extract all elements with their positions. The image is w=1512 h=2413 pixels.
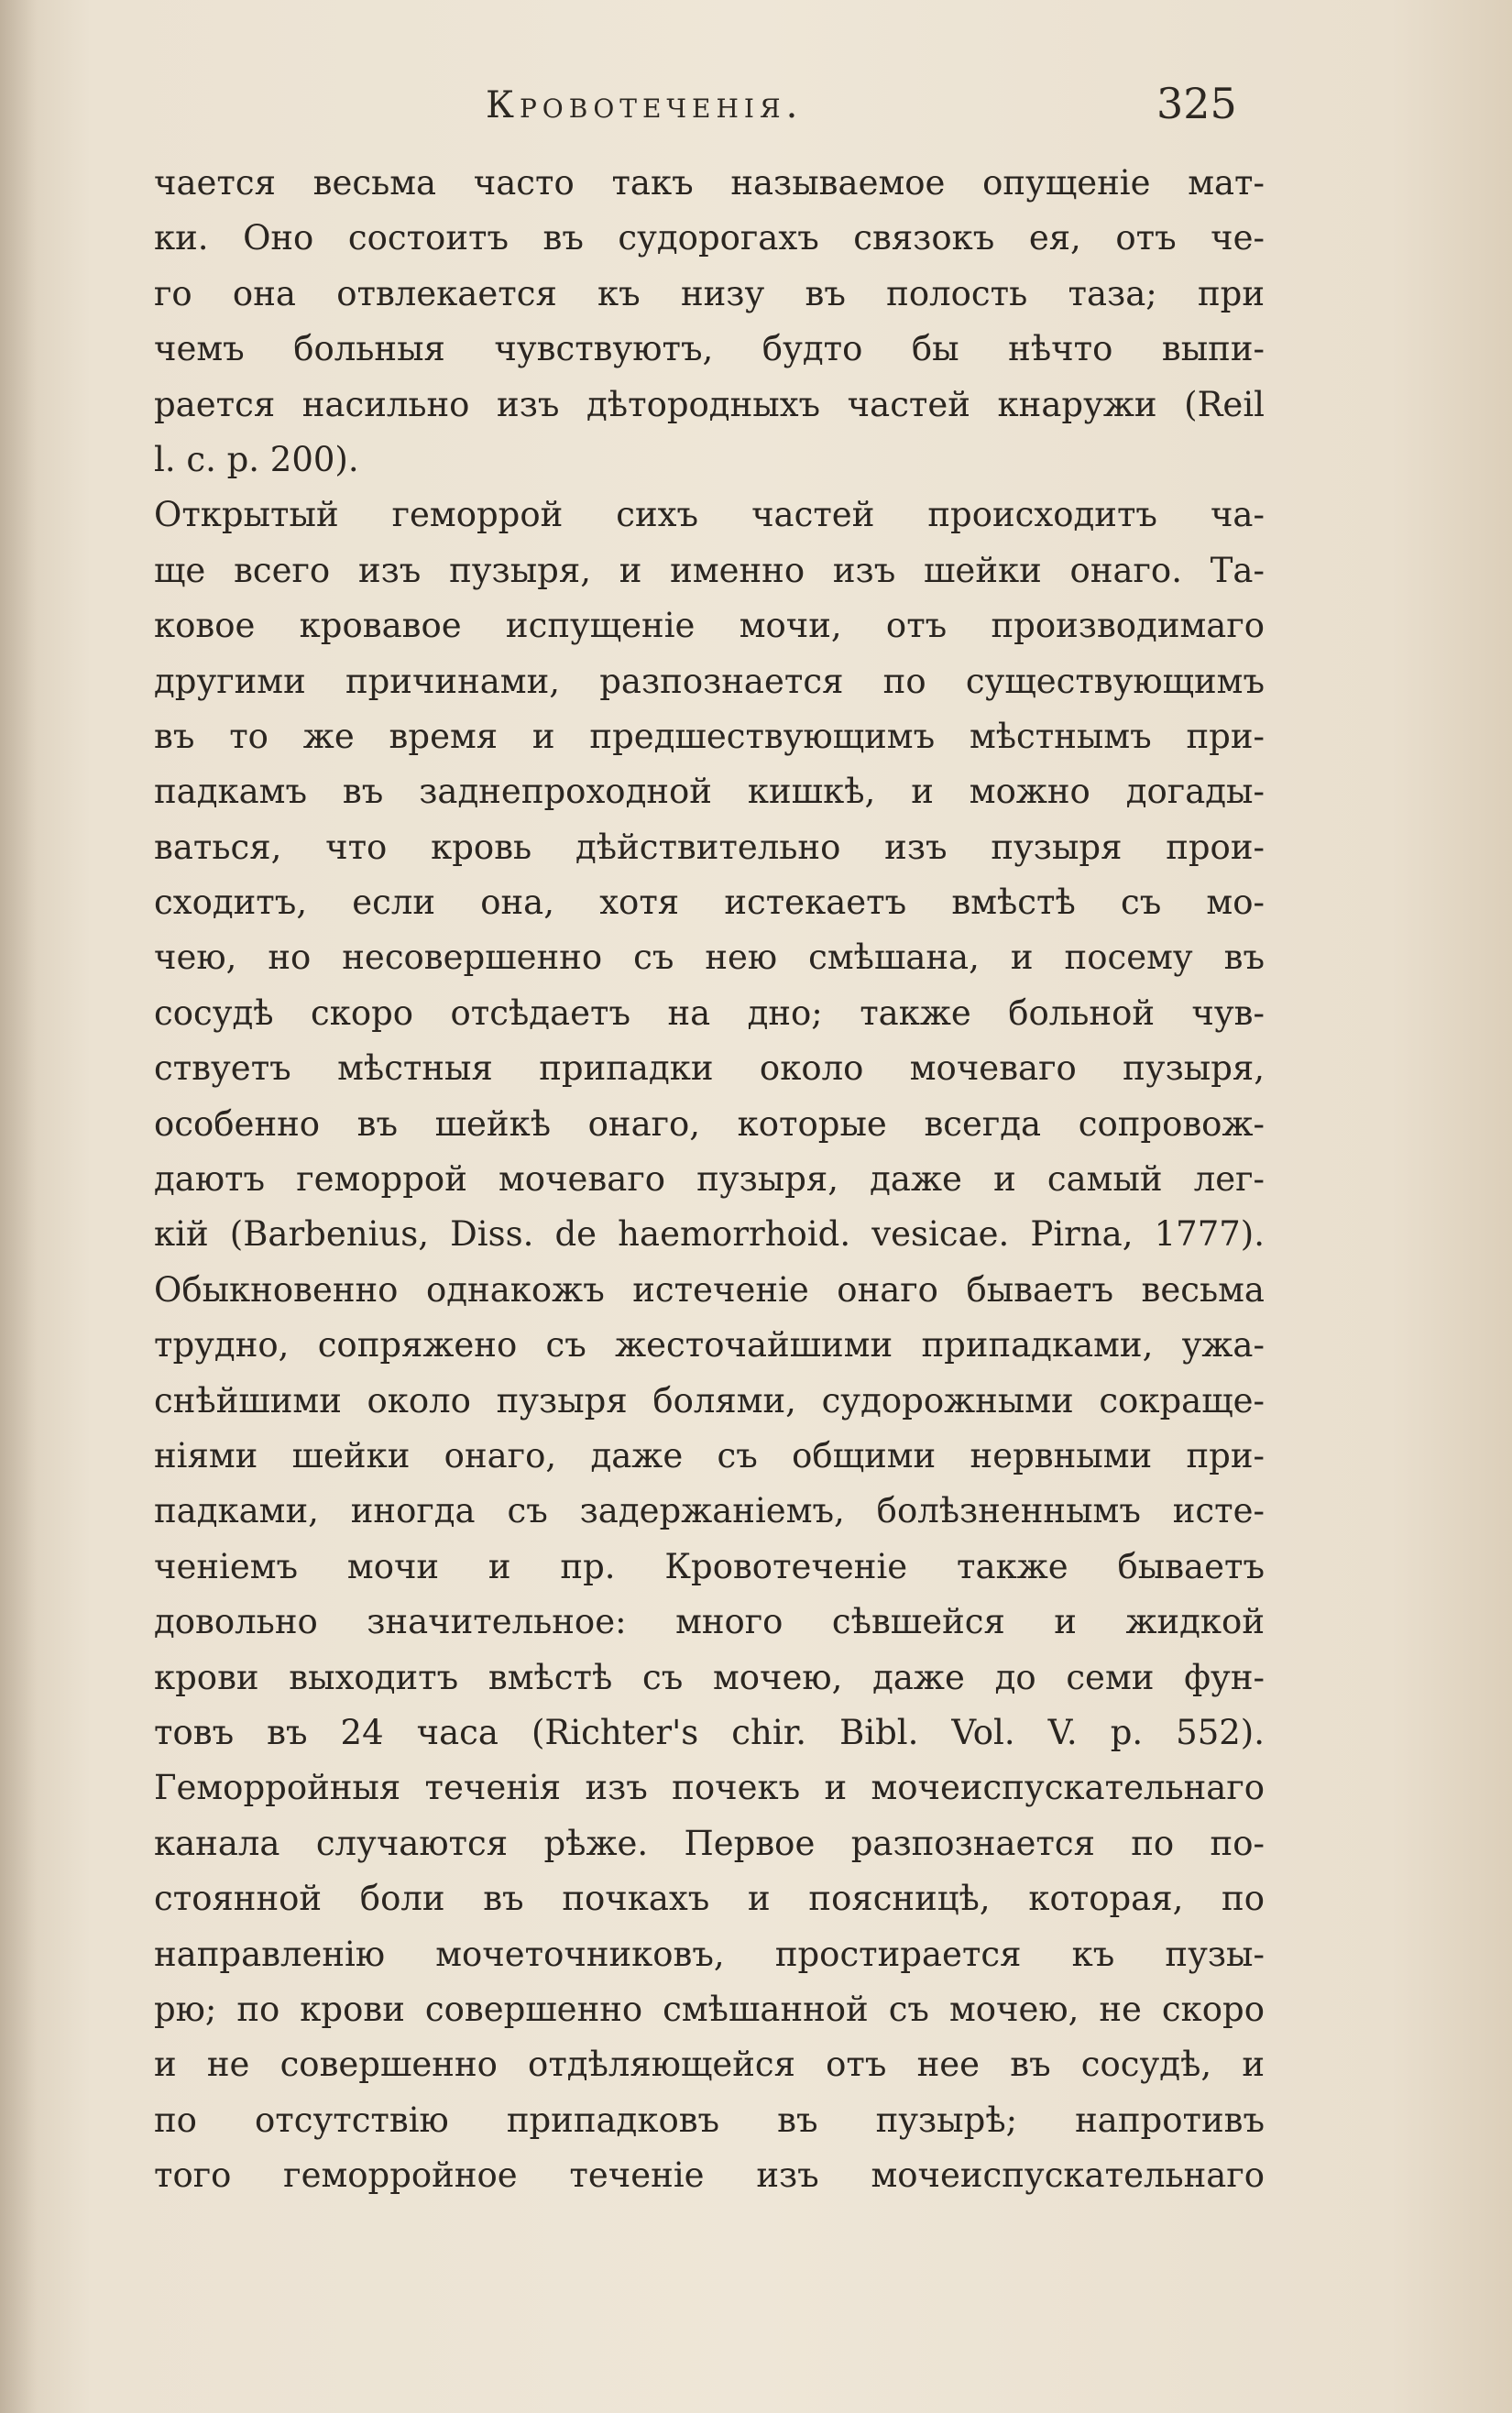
text-line: направленію мочеточниковъ, простирается къ пузы-: [154, 1934, 1265, 1974]
text-line: падками, иногда съ задержаніемъ, болѣзненнымъ исте-: [154, 1491, 1265, 1531]
text-line: канала случаются рѣже. Первое разпознается по по-: [154, 1823, 1265, 1863]
text-line: чается весьма часто такъ называемое опущеніе мат-: [154, 163, 1265, 203]
text-line: ковое кровавое испущеніе мочи, отъ производимаго: [154, 606, 1265, 646]
text-line: рается насильно изъ дѣтородныхъ частей кнаружи (Reil: [154, 384, 1265, 424]
text-line: ченіемъ мочи и пр. Кровотеченіе также бываетъ: [154, 1546, 1265, 1586]
text-line: Геморройныя теченія изъ почекъ и мочеиспускательнаго: [154, 1768, 1265, 1808]
text-line: сосудѣ скоро отсѣдаетъ на дно; также больной чув-: [154, 993, 1265, 1033]
text-line: Обыкновенно однакожъ истеченіе онаго бываетъ весьма: [154, 1269, 1265, 1310]
text-line: l. c. p. 200).: [154, 439, 359, 479]
text-line: стоянной боли въ почкахъ и поясницѣ, которая, по: [154, 1879, 1265, 1919]
text-line: ствуетъ мѣстныя припадки около мочеваго пузыря,: [154, 1048, 1265, 1089]
text-line: по отсутствію припадковъ въ пузырѣ; напротивъ: [154, 2100, 1265, 2140]
running-head: Кровотеченія.: [486, 84, 804, 126]
text-line: падкамъ въ заднепроходной кишкѣ, и можно догады-: [154, 772, 1265, 812]
text-line: даютъ геморрой мочеваго пузыря, даже и самый лег-: [154, 1159, 1265, 1200]
text-line: рю; по крови совершенно смѣшанной съ мочею, не скоро: [154, 1989, 1265, 2029]
text-line: крови выходитъ вмѣстѣ съ мочею, даже до семи фун-: [154, 1657, 1265, 1697]
page-header: [0, 79, 1512, 139]
page-number: 325: [1156, 79, 1237, 128]
text-line: Открытый гемоppой сихъ частей происходитъ ча-: [154, 495, 1265, 535]
text-line: кій (Barbenius, Diss. de haemorrhoid. vesicae. Pirna, 1777).: [154, 1214, 1265, 1255]
text-line: ваться, что кровь дѣйствительно изъ пузыря прои-: [154, 827, 1265, 867]
body-text: [154, 156, 1265, 2203]
spine-shadow: [0, 0, 37, 2413]
text-line: особенно въ шейкѣ онаго, которые всегда сопровож-: [154, 1103, 1265, 1144]
text-line: сходитъ, если она, хотя истекаетъ вмѣстѣ съ мо-: [154, 883, 1265, 923]
text-line: чемъ больныя чувствуютъ, будто бы нѣчто выпи-: [154, 329, 1265, 369]
text-line: ки. Оно состоитъ въ судорогахъ связокъ ея, отъ че-: [154, 218, 1265, 258]
text-line: того геморройное теченіе изъ мочеиспускательнаго: [154, 2155, 1265, 2196]
text-line: снѣйшими около пузыря болями, судорожными сокраще-: [154, 1380, 1265, 1420]
text-line: въ то же время и предшествующимъ мѣстнымъ при-: [154, 716, 1265, 756]
text-line: и не совершенно отдѣляющейся отъ нее въ сосудѣ, и: [154, 2045, 1265, 2085]
text-line: другими причинами, разпознается по существующимъ: [154, 661, 1265, 701]
text-line: трудно, сопряжено съ жесточайшими припадками, ужа-: [154, 1325, 1265, 1366]
text-line: довольно значительное: много сѣвшейся и жидкой: [154, 1602, 1265, 1642]
text-line: ще всего изъ пузыря, и именно изъ шейки онаго. Та-: [154, 550, 1265, 590]
text-line: ніями шейки онаго, даже съ общими нервными при-: [154, 1435, 1265, 1475]
text-line: чею, но несовершенно съ нею смѣшана, и посему въ: [154, 938, 1265, 978]
text-line: го она отвлекается къ низу въ полость таза; при: [154, 273, 1265, 313]
text-line: товъ въ 24 часа (Richter's chir. Bibl. Vol. V. p. 552).: [154, 1712, 1265, 1752]
